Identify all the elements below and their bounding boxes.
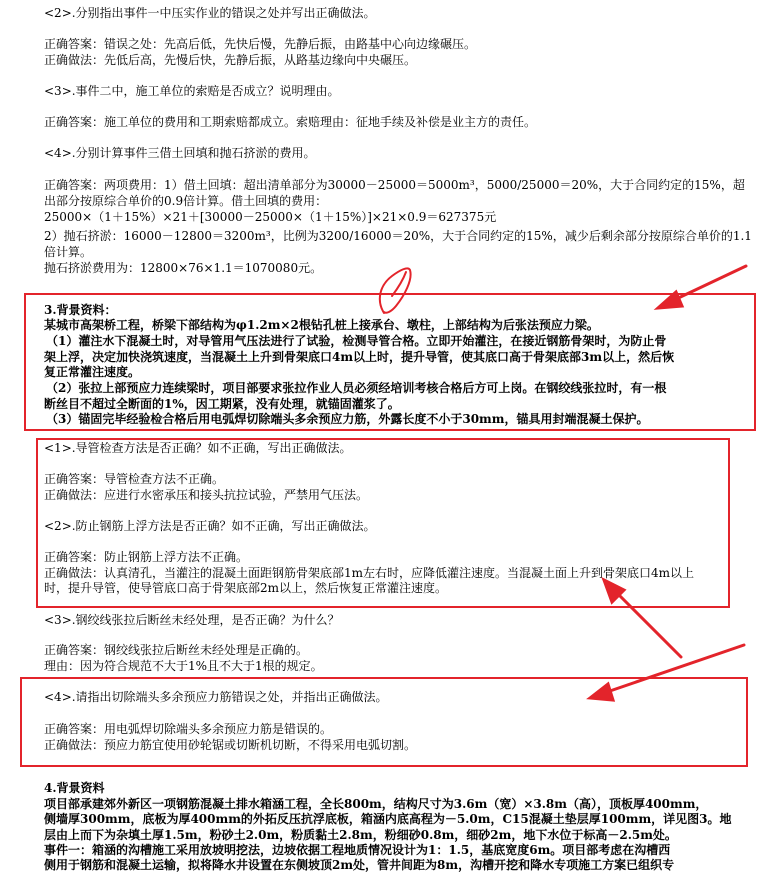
s3-line-4: 复正常灌注速度。 — [44, 365, 141, 379]
s1-q4-a1: 正确答案：两项费用：1）借土回填：超出清单部分为30000－25000＝5000m³，5000/25000＝20%，大于合同约定的15%，超 — [44, 178, 745, 192]
s3-q1: <1>.导管检查方法是否正确？如不正确，写出正确做法。 — [44, 441, 352, 455]
s1-q4-a3: 25000×（1＋15%）×21＋[30000－25000×（1＋15%）]×21×0.9＝627375元 — [44, 210, 497, 224]
s1-q4-a5: 倍计算。 — [44, 245, 93, 259]
s1-q2: <2>.分别指出事件一中压实作业的错误之处并写出正确做法。 — [44, 6, 376, 20]
s1-q4: <4>.分别计算事件三借土回填和抛石挤淤的费用。 — [44, 146, 316, 160]
s3-title: 3.背景资料： — [44, 303, 117, 317]
s3-q3-a2: 理由：因为符合规范不大于1%且不大于1根的规定。 — [44, 659, 323, 673]
s1-q4-a6: 抛石挤淤费用为：12800×76×1.1＝1070080元。 — [44, 261, 323, 275]
s3-q2-a3: 时，提升导管，使导管底口高于骨架底部2m以上，然后恢复正常灌注速度。 — [44, 581, 448, 595]
arrow-to-q4 — [590, 645, 744, 700]
s1-q3: <3>.事件二中，施工单位的索赔是否成立？说明理由。 — [44, 84, 340, 98]
s1-q4-a4: 2）抛石挤淤：16000－12800＝3200m³，比例为3200/16000＝20%，大于合同约定的15%，减少后剩余部分按原综合单价的1.1 — [44, 229, 752, 243]
s4-line-3: 层由上而下为杂填土厚1.5m，粉砂土2.0m，粉质黏土2.8m，粉细砂0.8m，细砂2m，地下水位于标高－2.5m处。 — [44, 828, 677, 842]
s3-line-3: 架上浮，决定加快浇筑速度，当混凝土上升到骨架底口4m以上时，提升导管，使其底口高于骨架底部3m以上，然后恢 — [44, 350, 675, 364]
s3-q4-a2: 正确做法：预应力筋宜使用砂轮锯或切断机切断，不得采用电弧切割。 — [44, 738, 417, 752]
s3-q2-a1: 正确答案：防止钢筋上浮方法不正确。 — [44, 550, 249, 564]
arrow-to-q2 — [604, 580, 681, 657]
s1-q2-a2: 正确做法：先低后高，先慢后快，先静后振，从路基边缘向中央碾压。 — [44, 53, 417, 67]
s1-q4-a2: 出部分按原综合单价的0.9倍计算。借土回填的费用： — [44, 194, 328, 208]
s3-q4-a1: 正确答案：用电弧焊切除端头多余预应力筋是错误的。 — [44, 722, 333, 736]
s3-line-7: （3）锚固完毕经验检合格后用电弧焊切除端头多余预应力筋，外露长度不小于30mm，锚具用封端混凝土保护。 — [46, 412, 649, 426]
arrow-to-background — [658, 266, 746, 308]
s3-q1-a2: 正确做法：应进行水密承压和接头抗拉试验，严禁用气压法。 — [44, 488, 369, 502]
scribble-mark — [380, 268, 411, 313]
s1-q2-a1: 正确答案：错误之处：先高后低，先快后慢，先静后振，由路基中心向边缘碾压。 — [44, 37, 477, 51]
s4-line-4: 事件一：箱涵的沟槽施工采用放坡明挖法，边坡依据工程地质情况设计为1：1.5，基底宽度6m。项目部考虑在沟槽西 — [44, 843, 671, 857]
s3-q4: <4>.请指出切除端头多余预应力筋错误之处，并指出正确做法。 — [44, 690, 388, 704]
s4-line-1: 项目部承建郊外新区一项钢筋混凝土排水箱涵工程，全长800m，结构尺寸为3.6m（宽）×3.8m（高），顶板厚400mm， — [44, 797, 708, 811]
s3-line-6: 断丝目不超过全断面的1%，因工期紧，没有处理，就锚固灌浆了。 — [44, 397, 400, 411]
s3-q2-a2: 正确做法：认真清孔，当灌注的混凝土面距钢筋骨架底部1m左右时，应降低灌注速度。当混凝土面上升到骨架底口4m以上 — [44, 566, 695, 580]
s4-line-5: 侧用于钢筋和混凝土运输，拟将降水井设置在东侧坡顶2m处，管井间距为8m，沟槽开挖和降水专项施工方案已组织专 — [44, 858, 675, 872]
s3-q2: <2>.防止钢筋上浮方法是否正确？如不正确，写出正确做法。 — [44, 519, 376, 533]
s3-q3: <3>.钢绞线张拉后断丝未经处理，是否正确？为什么？ — [44, 613, 340, 627]
s3-line-5: （2）张拉上部预应力连续梁时，项目部要求张拉作业人员必须经培训考核合格后方可上岗。在钢绞线张拉时，有一根 — [46, 381, 667, 395]
s3-q3-a1: 正确答案：钢绞线张拉后断丝未经处理是正确的。 — [44, 643, 309, 657]
s3-line-2: （1）灌注水下混凝土时，对导管用气压法进行了试验，检测导管合格。立即开始灌注，在接近钢筋骨架时，为防止骨 — [46, 334, 667, 348]
s4-title: 4.背景资料 — [44, 781, 105, 795]
s1-q3-a1: 正确答案：施工单位的费用和工期索赔都成立。索赔理由：征地手续及补偿是业主方的责任。 — [44, 115, 537, 129]
s4-line-2: 侧墙厚300mm，底板为厚400mm的外拓反压抗浮底板，箱涵内底高程为－5.0m，C15混凝土垫层厚100mm，详见图3。地 — [44, 812, 732, 826]
s3-line-1: 某城市高架桥工程，桥梁下部结构为φ1.2m×2根钻孔桩上接承台、墩柱，上部结构为后张法预应力梁。 — [44, 318, 599, 332]
s3-q1-a1: 正确答案：导管检查方法不正确。 — [44, 472, 225, 486]
